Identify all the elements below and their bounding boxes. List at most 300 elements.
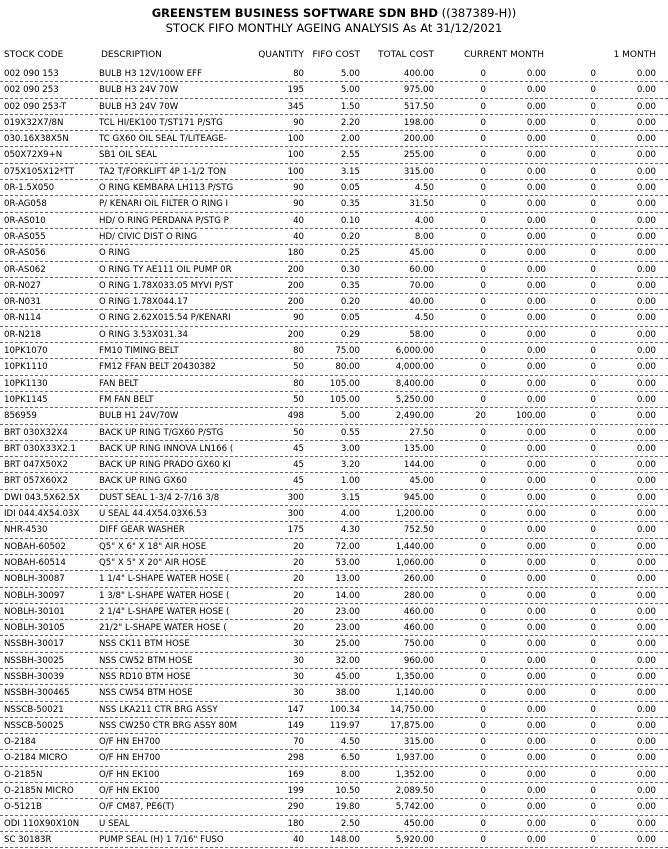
cell-one-month-qty: 0 [590,248,596,259]
cell-description: BULB H3 12V/100W EFF [99,69,202,79]
cell-current-month-qty: 0 [480,150,486,161]
cell-one-month-qty: 0 [590,639,596,650]
cell-stock-code: 002 090 253 [4,85,59,96]
cell-fifo-cost: 13.00 [335,574,360,585]
table-row [0,327,668,343]
cell-total-cost: 5,920.00 [395,834,434,845]
cell-fifo-cost: 5.00 [340,411,360,422]
cell-one-month-qty: 0 [590,134,596,145]
cell-current-month-cost: 0.00 [526,362,546,373]
cell-one-month-cost: 0.00 [636,492,656,503]
cell-current-month-qty: 0 [480,443,486,454]
cell-fifo-cost: 0.25 [340,248,360,259]
cell-description: 1 1/4" L-SHAPE WATER HOSE ( [99,574,230,585]
cell-one-month-cost: 0.00 [636,818,656,829]
cell-one-month-cost: 0.00 [636,639,656,650]
cell-one-month-cost: 0.00 [636,264,656,275]
cell-stock-code: IDI 044.4X54.03X [4,509,80,520]
cell-quantity: 298 [287,753,304,764]
cell-total-cost: 315.00 [403,737,434,748]
cell-stock-code: NHR-4530 [4,525,48,536]
cell-one-month-qty: 0 [590,313,596,324]
cell-description: Q5" X 5" X 20" AIR HOSE [99,557,207,568]
cell-stock-code: 856959 [4,411,37,422]
table-row [0,180,668,196]
cell-current-month-cost: 0.00 [526,509,546,520]
cell-stock-code: NOBLH-30101 [4,606,65,617]
cell-description: O/F HN EH700 [99,753,161,764]
cell-current-month-cost: 0.00 [526,753,546,764]
cell-one-month-qty: 0 [590,753,596,764]
cell-total-cost: 460.00 [403,623,434,634]
table-row [0,245,668,261]
cell-current-month-cost: 0.00 [526,150,546,161]
cell-current-month-qty: 0 [480,183,486,194]
cell-current-month-cost: 0.00 [526,297,546,308]
as-at-label: As At [402,21,433,35]
cell-description: BULB H3 24V 70W [99,85,179,96]
cell-one-month-qty: 0 [590,541,596,552]
cell-one-month-cost: 0.00 [636,834,656,845]
cell-one-month-cost: 0.00 [636,231,656,242]
cell-fifo-cost: 3.20 [340,460,360,471]
column-header-row [0,50,668,64]
cell-fifo-cost: 0.29 [340,329,360,340]
cell-description: NSS CK11 BTM HOSE [99,639,190,650]
cell-current-month-qty: 0 [480,280,486,291]
cell-fifo-cost: 45.00 [335,671,360,682]
cell-description: PUMP SEAL (H) 1 7/16" FUSO [99,834,224,845]
cell-current-month-cost: 0.00 [526,818,546,829]
cell-one-month-qty: 0 [590,378,596,389]
cell-description: TCL HI/EK100 T/ST171 P/STG [99,117,223,128]
cell-current-month-qty: 0 [480,215,486,226]
cell-total-cost: 2,490.00 [395,411,434,422]
cell-current-month-cost: 0.00 [526,231,546,242]
cell-stock-code: NSSBH-30017 [4,639,65,650]
table-row [0,522,668,538]
table-row [0,636,668,652]
table-row [0,832,668,848]
cell-one-month-cost: 0.00 [636,509,656,520]
cell-stock-code: 050X72X9+N [4,150,63,161]
cell-one-month-qty: 0 [590,557,596,568]
cell-current-month-cost: 0.00 [526,117,546,128]
cell-total-cost: 6,000.00 [395,346,434,357]
cell-stock-code: 10PK1110 [4,362,48,373]
cell-quantity: 290 [287,802,304,813]
cell-one-month-cost: 0.00 [636,411,656,422]
cell-fifo-cost: 105.00 [329,394,360,405]
cell-stock-code: BRT 057X60X2 [4,476,68,487]
cell-fifo-cost: 148.00 [329,834,360,845]
cell-fifo-cost: 0.10 [340,215,360,226]
cell-total-cost: 8,400.00 [395,378,434,389]
cell-current-month-cost: 0.00 [526,101,546,112]
cell-one-month-qty: 0 [590,688,596,699]
company-reg-no: ((387389-H)) [441,6,517,20]
report-title: STOCK FIFO MONTHLY AGEING ANALYSIS [165,21,400,35]
cell-current-month-qty: 0 [480,574,486,585]
cell-current-month-qty: 0 [480,346,486,357]
table-row [0,392,668,408]
table-row [0,457,668,473]
cell-one-month-qty: 0 [590,786,596,797]
cell-one-month-qty: 0 [590,183,596,194]
company-name: GREENSTEM BUSINESS SOFTWARE SDN BHD [151,6,438,20]
cell-quantity: 30 [293,639,304,650]
cell-current-month-cost: 0.00 [526,737,546,748]
cell-one-month-cost: 0.00 [636,606,656,617]
cell-current-month-qty: 0 [480,737,486,748]
cell-description: BACK UP RING GX60 [99,476,188,487]
cell-total-cost: 400.00 [403,69,434,79]
cell-fifo-cost: 100.34 [329,704,360,715]
table-row [0,604,668,620]
cell-quantity: 90 [293,183,304,194]
cell-description: 21/2" L-SHAPE WATER HOSE ( [99,623,227,634]
cell-stock-code: 030.16X38X5N [4,134,69,145]
cell-stock-code: 10PK1070 [4,346,48,357]
cell-quantity: 200 [287,264,304,275]
table-row [0,473,668,489]
cell-current-month-cost: 0.00 [526,313,546,324]
report-table-body [0,66,668,848]
cell-one-month-qty: 0 [590,509,596,520]
cell-quantity: 20 [293,590,304,601]
cell-current-month-cost: 0.00 [526,590,546,601]
table-row [0,490,668,506]
cell-fifo-cost: 0.20 [340,231,360,242]
cell-fifo-cost: 3.00 [340,443,360,454]
cell-stock-code: 075X105X12*TT [4,166,75,177]
cell-description: O RING 3.53X031.34 [99,329,188,340]
col-fifo-cost: FIFO COST [312,50,360,60]
cell-total-cost: 450.00 [403,818,434,829]
cell-total-cost: 135.00 [403,443,434,454]
cell-quantity: 195 [287,85,304,96]
cell-quantity: 90 [293,313,304,324]
cell-fifo-cost: 0.20 [340,297,360,308]
cell-one-month-cost: 0.00 [636,394,656,405]
cell-fifo-cost: 3.15 [340,166,360,177]
table-row [0,213,668,229]
table-row [0,376,668,392]
cell-one-month-cost: 0.00 [636,313,656,324]
cell-current-month-qty: 0 [480,69,486,79]
cell-stock-code: ODI 110X90X10N [4,818,80,829]
cell-stock-code: O-5121B [4,802,42,813]
cell-quantity: 80 [293,378,304,389]
cell-quantity: 175 [287,525,304,536]
table-row [0,506,668,522]
cell-one-month-qty: 0 [590,590,596,601]
cell-current-month-cost: 0.00 [526,492,546,503]
cell-description: FM10 TIMING BELT [99,346,179,357]
cell-current-month-cost: 0.00 [526,834,546,845]
cell-fifo-cost: 23.00 [335,606,360,617]
cell-stock-code: 002 090 253-T [4,101,67,112]
cell-one-month-qty: 0 [590,199,596,210]
cell-quantity: 169 [287,769,304,780]
cell-one-month-cost: 0.00 [636,525,656,536]
cell-quantity: 149 [287,720,304,731]
cell-current-month-cost: 0.00 [526,704,546,715]
cell-total-cost: 70.00 [409,280,434,291]
cell-quantity: 50 [293,427,304,438]
cell-current-month-qty: 0 [480,704,486,715]
cell-description: FAN BELT [99,378,139,389]
cell-total-cost: 198.00 [403,117,434,128]
cell-current-month-cost: 0.00 [526,786,546,797]
cell-fifo-cost: 0.35 [340,280,360,291]
cell-quantity: 45 [293,476,304,487]
cell-one-month-cost: 0.00 [636,443,656,454]
cell-one-month-qty: 0 [590,704,596,715]
cell-quantity: 40 [293,215,304,226]
cell-total-cost: 4,000.00 [395,362,434,373]
cell-total-cost: 255.00 [403,150,434,161]
cell-one-month-cost: 0.00 [636,117,656,128]
table-row [0,115,668,131]
cell-quantity: 147 [287,704,304,715]
table-row [0,408,668,424]
cell-one-month-cost: 0.00 [636,557,656,568]
cell-one-month-qty: 0 [590,280,596,291]
table-row [0,278,668,294]
cell-quantity: 100 [287,134,304,145]
table-row [0,767,668,783]
cell-one-month-qty: 0 [590,443,596,454]
table-row [0,816,668,832]
cell-current-month-qty: 0 [480,248,486,259]
cell-current-month-cost: 0.00 [526,69,546,79]
cell-description: BACK UP RING PRADO GX60 KI [99,460,231,471]
cell-current-month-qty: 0 [480,557,486,568]
cell-description: TA2 T/FORKLIFT 4P 1-1/2 TON [99,166,227,177]
cell-stock-code: O-2184 [4,737,36,748]
cell-stock-code: NSSCB-50025 [4,720,64,731]
cell-one-month-cost: 0.00 [636,704,656,715]
cell-quantity: 90 [293,117,304,128]
cell-description: Q5" X 6" X 18" AIR HOSE [99,541,207,552]
cell-current-month-cost: 0.00 [526,280,546,291]
table-row [0,147,668,163]
cell-total-cost: 1,060.00 [395,557,434,568]
cell-one-month-cost: 0.00 [636,769,656,780]
cell-total-cost: 517.50 [403,101,434,112]
cell-description: U SEAL 44.4X54.03X6.53 [99,509,207,520]
cell-quantity: 30 [293,688,304,699]
cell-description: O RING KEMBARA LH113 P/STG [99,183,234,194]
cell-total-cost: 4.50 [414,183,434,194]
cell-current-month-qty: 0 [480,297,486,308]
cell-total-cost: 4.00 [414,215,434,226]
cell-description: O/F CM87, PE6(T) [99,802,175,813]
cell-total-cost: 5,250.00 [395,394,434,405]
cell-current-month-qty: 0 [480,655,486,666]
cell-quantity: 199 [287,786,304,797]
cell-fifo-cost: 32.00 [335,655,360,666]
cell-quantity: 50 [293,394,304,405]
cell-current-month-cost: 0.00 [526,134,546,145]
cell-current-month-qty: 0 [480,394,486,405]
cell-one-month-cost: 0.00 [636,166,656,177]
cell-total-cost: 31.50 [409,199,434,210]
cell-one-month-cost: 0.00 [636,297,656,308]
cell-current-month-cost: 0.00 [526,264,546,275]
cell-current-month-cost: 0.00 [526,460,546,471]
cell-one-month-cost: 0.00 [636,85,656,96]
cell-description: 2 1/4" L-SHAPE WATER HOSE ( [99,606,230,617]
cell-one-month-qty: 0 [590,231,596,242]
cell-current-month-qty: 0 [480,590,486,601]
cell-one-month-cost: 0.00 [636,476,656,487]
cell-stock-code: NOBLH-30097 [4,590,65,601]
cell-stock-code: BRT 030X33X2.1 [4,443,77,454]
cell-one-month-cost: 0.00 [636,199,656,210]
cell-total-cost: 58.00 [409,329,434,340]
cell-one-month-cost: 0.00 [636,753,656,764]
cell-current-month-cost: 0.00 [526,329,546,340]
cell-fifo-cost: 4.00 [340,509,360,520]
cell-stock-code: NOBLH-30105 [4,623,65,634]
cell-one-month-qty: 0 [590,606,596,617]
cell-one-month-cost: 0.00 [636,720,656,731]
cell-quantity: 80 [293,346,304,357]
cell-current-month-qty: 0 [480,623,486,634]
cell-one-month-qty: 0 [590,85,596,96]
cell-total-cost: 8.00 [414,231,434,242]
table-row [0,310,668,326]
cell-description: 1 3/8" L-SHAPE WATER HOSE ( [99,590,230,601]
cell-one-month-qty: 0 [590,671,596,682]
cell-description: HD/ CIVIC DIST O RING [99,231,198,242]
cell-fifo-cost: 2.50 [340,818,360,829]
cell-quantity: 345 [287,101,304,112]
cell-stock-code: NSSCB-50021 [4,704,64,715]
cell-one-month-qty: 0 [590,101,596,112]
cell-current-month-qty: 0 [480,492,486,503]
cell-one-month-cost: 0.00 [636,101,656,112]
cell-current-month-cost: 0.00 [526,720,546,731]
cell-one-month-cost: 0.00 [636,69,656,79]
cell-quantity: 40 [293,834,304,845]
cell-one-month-qty: 0 [590,411,596,422]
cell-current-month-cost: 0.00 [526,688,546,699]
cell-current-month-cost: 0.00 [526,85,546,96]
table-row [0,555,668,571]
cell-current-month-qty: 0 [480,231,486,242]
cell-current-month-qty: 0 [480,427,486,438]
cell-one-month-qty: 0 [590,834,596,845]
cell-one-month-cost: 0.00 [636,329,656,340]
cell-one-month-cost: 0.00 [636,786,656,797]
cell-one-month-qty: 0 [590,720,596,731]
cell-fifo-cost: 0.05 [340,313,360,324]
cell-current-month-cost: 0.00 [526,248,546,259]
cell-stock-code: 0R-N218 [4,329,42,340]
cell-description: NSS LKA211 CTR BRG ASSY [99,704,218,715]
cell-one-month-qty: 0 [590,476,596,487]
cell-fifo-cost: 3.15 [340,492,360,503]
cell-one-month-cost: 0.00 [636,737,656,748]
cell-current-month-qty: 0 [480,541,486,552]
cell-current-month-qty: 0 [480,117,486,128]
cell-fifo-cost: 0.35 [340,199,360,210]
cell-current-month-qty: 0 [480,671,486,682]
cell-one-month-qty: 0 [590,655,596,666]
as-at-date: 31/12/2021 [436,21,503,35]
cell-one-month-qty: 0 [590,297,596,308]
cell-fifo-cost: 10.50 [335,786,360,797]
cell-stock-code: 0R-AG058 [4,199,47,210]
cell-one-month-cost: 0.00 [636,215,656,226]
cell-total-cost: 5,742.00 [395,802,434,813]
cell-one-month-cost: 0.00 [636,134,656,145]
cell-fifo-cost: 23.00 [335,623,360,634]
cell-total-cost: 1,937.00 [395,753,434,764]
cell-one-month-qty: 0 [590,346,596,357]
cell-stock-code: 0R-AS062 [4,264,46,275]
cell-total-cost: 750.00 [403,639,434,650]
cell-description: O RING 1.78X044.17 [99,297,188,308]
cell-total-cost: 40.00 [409,297,434,308]
cell-current-month-cost: 0.00 [526,802,546,813]
cell-fifo-cost: 80.00 [335,362,360,373]
table-row [0,539,668,555]
cell-one-month-qty: 0 [590,623,596,634]
table-row [0,66,668,82]
cell-current-month-cost: 0.00 [526,541,546,552]
cell-one-month-qty: 0 [590,574,596,585]
cell-total-cost: 315.00 [403,166,434,177]
cell-one-month-cost: 0.00 [636,150,656,161]
cell-one-month-qty: 0 [590,150,596,161]
table-row [0,99,668,115]
cell-one-month-qty: 0 [590,166,596,177]
table-row [0,653,668,669]
cell-current-month-qty: 0 [480,720,486,731]
cell-current-month-cost: 0.00 [526,378,546,389]
cell-one-month-cost: 0.00 [636,183,656,194]
cell-quantity: 300 [287,509,304,520]
cell-description: O RING TY AE111 OIL PUMP 0R [99,264,232,275]
cell-quantity: 300 [287,492,304,503]
cell-quantity: 20 [293,574,304,585]
table-row [0,571,668,587]
cell-total-cost: 4.50 [414,313,434,324]
cell-total-cost: 200.00 [403,134,434,145]
table-row [0,685,668,701]
cell-quantity: 70 [293,737,304,748]
table-row [0,262,668,278]
cell-description: NSS CW52 BTM HOSE [99,655,193,666]
cell-current-month-qty: 0 [480,134,486,145]
cell-stock-code: NSSBH-30025 [4,655,65,666]
cell-stock-code: 0R-N027 [4,280,42,291]
cell-current-month-qty: 0 [480,476,486,487]
table-row [0,229,668,245]
col-current-month: CURRENT MONTH [464,50,545,60]
cell-fifo-cost: 25.00 [335,639,360,650]
cell-current-month-qty: 0 [480,688,486,699]
cell-one-month-cost: 0.00 [636,248,656,259]
cell-fifo-cost: 19.80 [335,802,360,813]
report-header-company [0,6,668,20]
cell-one-month-qty: 0 [590,802,596,813]
cell-stock-code: 0R-AS055 [4,231,46,242]
